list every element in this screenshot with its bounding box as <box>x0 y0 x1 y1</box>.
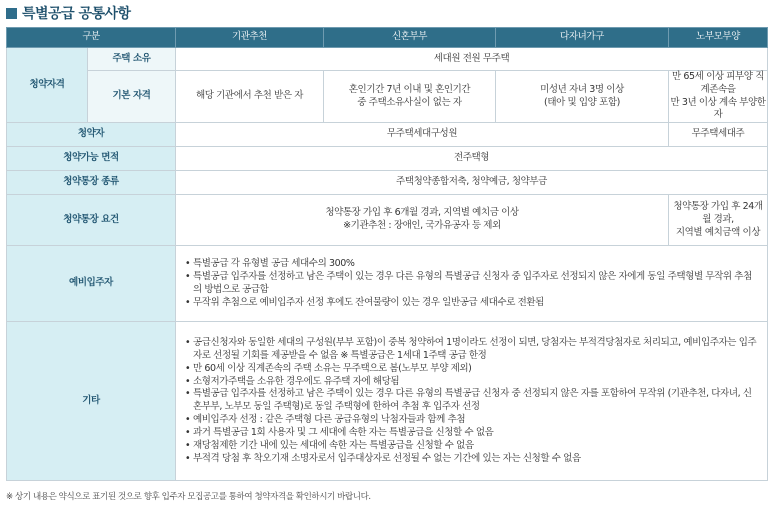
header-category: 구분 <box>7 28 176 48</box>
value-basic-elder: 만 65세 이상 피부양 직계존속을 만 3년 이상 계속 부양한 자 <box>669 71 768 123</box>
value-applicant-main: 무주택세대구성원 <box>176 123 669 147</box>
row-label-qualification: 청약자격 <box>7 48 88 123</box>
table-header-row <box>7 28 768 48</box>
list-item: • 공급신청자와 동일한 세대의 구성원(부부 포함)이 중복 청약하여 1명이라도 선정이 되면, 당첨자는 부적격당첨자로 처리되고, 예비입주자는 입주자로 선정될 기회를 제공받을 수 없음 ※ 특별공급은 1세대 1주택 공급 한정 <box>185 337 759 363</box>
row-label-reserve: 예비입주자 <box>7 246 176 322</box>
value-area: 전주택형 <box>176 147 768 171</box>
table-row <box>7 48 768 71</box>
header-col-multichild: 다자녀가구 <box>496 28 669 48</box>
title-square-icon <box>6 8 17 19</box>
table-row <box>7 322 768 481</box>
sublabel-housing: 주택 소유 <box>88 48 176 71</box>
row-label-account-req: 청약통장 요건 <box>7 195 176 246</box>
table-row <box>7 123 768 147</box>
row-label-account-type: 청약통장 종류 <box>7 171 176 195</box>
section-title <box>6 3 131 23</box>
footnote: ※ 상기 내용은 약식으로 표기된 것으로 향후 입주자 모집공고를 통하여 청약자격을 확인하시기 바랍니다. <box>6 492 371 502</box>
list-item: • 만 60세 이상 직계존속의 주택 소유는 무주택으로 봄(노부모 부양 제외) <box>185 363 759 376</box>
table-row <box>7 246 768 322</box>
value-applicant-elder: 무주택세대주 <box>669 123 768 147</box>
list-item: • 소형저가주택을 소유한 경우에도 유주택 자에 해당됨 <box>185 376 759 389</box>
header-col-institution: 기관추천 <box>176 28 324 48</box>
value-reserve-list <box>176 246 768 322</box>
table-row <box>7 171 768 195</box>
row-label-area: 청약가능 면적 <box>7 147 176 171</box>
list-item: • 특별공급 각 유형별 공급 세대수의 300% <box>185 258 759 271</box>
value-basic-institution: 해당 기관에서 추천 받은 자 <box>176 71 324 123</box>
list-item: • 특별공급 입주자를 선정하고 남은 주택이 있는 경우 다른 유형의 특별공급 신청자 중 선정되지 않은 자를 포함하여 무작위 (기관추천, 다자녀, 신혼부부, 노부모 동일 주택형)로 동일 주택형에 한하여 추첨 후 입주자 선정 <box>185 388 759 414</box>
value-etc-list <box>176 322 768 481</box>
value-account-req-elder: 청약통장 가입 후 24개월 경과, 지역별 예치금액 이상 <box>669 195 768 246</box>
row-label-applicant: 청약자 <box>7 123 176 147</box>
list-item: • 예비입주자 선정 : 같은 주택형 다른 공급유형의 낙첨자들과 함께 추첨 <box>185 414 759 427</box>
value-housing: 세대원 전원 무주택 <box>176 48 768 71</box>
value-basic-newlywed: 혼인기간 7년 이내 및 혼인기간 중 주택소유사실이 없는 자 <box>324 71 496 123</box>
list-item: • 특별공급 입주자를 선정하고 남은 주택이 있는 경우 다른 유형의 특별공급 신청자 중 입주자로 선정되지 않은 자에게 동일 주택형별 무작위 추첨의 방법으로 공급함 <box>185 271 759 297</box>
list-item: • 재당첨제한 기간 내에 있는 세대에 속한 자는 특별공급을 신청할 수 없음 <box>185 440 759 453</box>
header-col-newlywed: 신혼부부 <box>324 28 496 48</box>
table-row <box>7 147 768 171</box>
value-basic-multichild: 미성년 자녀 3명 이상 (태아 및 입양 포함) <box>496 71 669 123</box>
value-account-req-main: 청약통장 가입 후 6개월 경과, 지역별 예치금 이상 ※기관추천 : 장애인, 국가유공자 등 제외 <box>176 195 669 246</box>
value-account-type: 주택청약종합저축, 청약예금, 청약부금 <box>176 171 768 195</box>
section-title-text: 특별공급 공통사항 <box>22 6 131 22</box>
list-item: • 과거 특별공급 1회 사용자 및 그 세대에 속한 자는 특별공급을 신청할 수 없음 <box>185 427 759 440</box>
row-label-etc: 기타 <box>7 322 176 481</box>
table-row <box>7 71 768 123</box>
table-row <box>7 195 768 246</box>
common-requirements-table <box>6 27 768 481</box>
list-item: • 무작위 추첨으로 예비입주자 선정 후에도 잔여물량이 있는 경우 일반공급 세대수로 전환됨 <box>185 297 759 310</box>
sublabel-basic: 기본 자격 <box>88 71 176 123</box>
list-item: • 부적격 당첨 후 착오기재 소명자로서 입주대상자로 선정될 수 없는 기간에 있는 자는 신청할 수 없음 <box>185 453 759 466</box>
header-col-elder: 노부모부양 <box>669 28 768 48</box>
